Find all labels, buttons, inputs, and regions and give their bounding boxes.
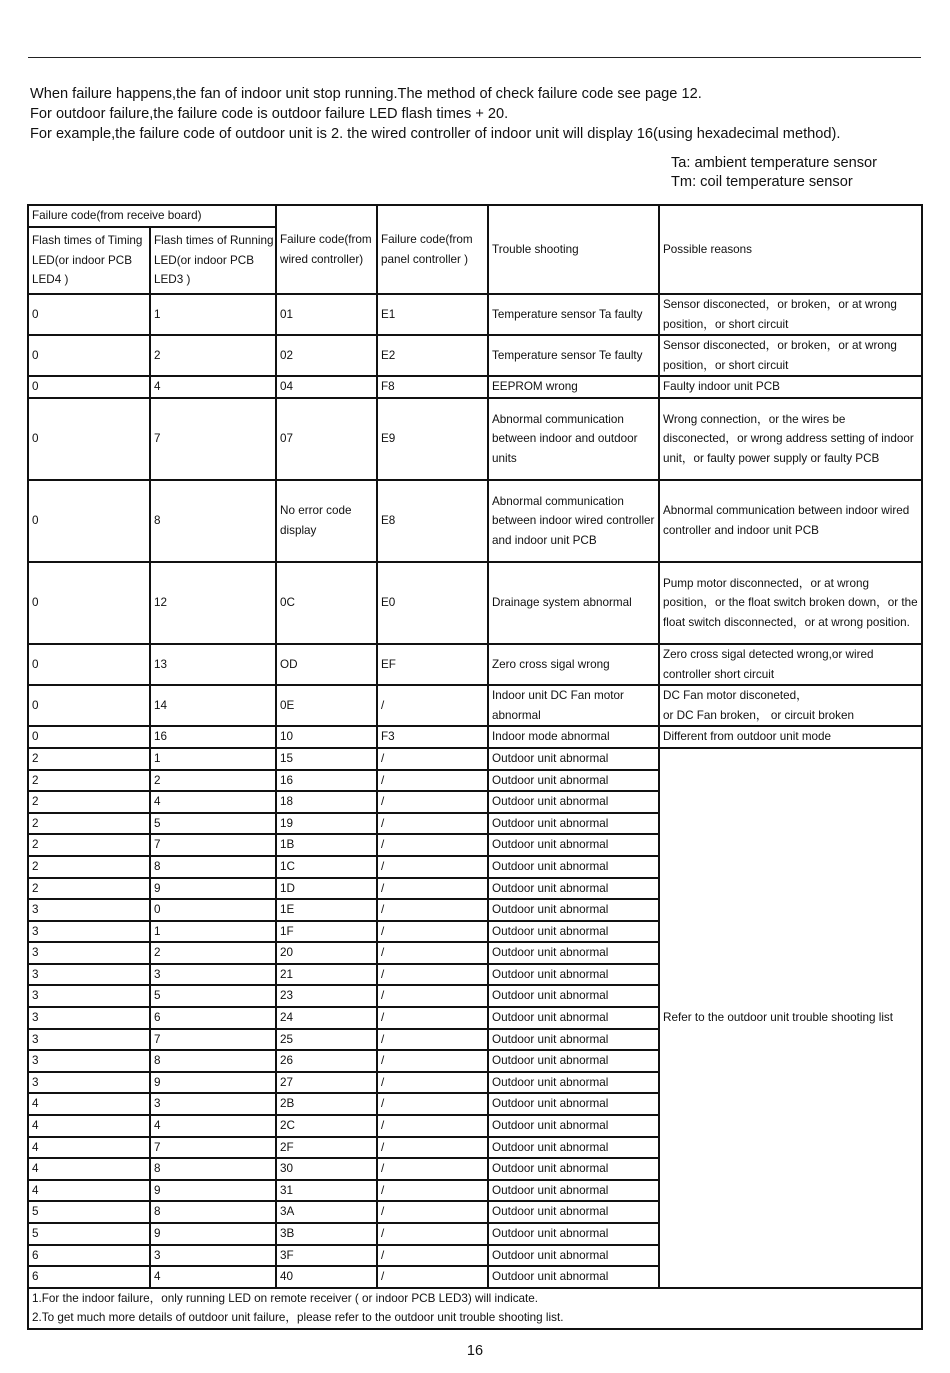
cell-running-led: 7 [150, 834, 276, 856]
cell-trouble: Outdoor unit abnormal [488, 1072, 659, 1094]
cell-panel-code: / [377, 1245, 488, 1267]
table-row [28, 562, 922, 644]
cell-wired-code: 2B [276, 1093, 377, 1115]
cell-panel-code: / [377, 834, 488, 856]
cell-running-led: 9 [150, 1180, 276, 1202]
cell-wired-code: 02 [276, 335, 377, 376]
cell-panel-code: F3 [377, 726, 488, 748]
cell-running-led: 3 [150, 1245, 276, 1267]
cell-timing-led: 3 [28, 899, 150, 921]
cell-running-led: 9 [150, 878, 276, 900]
legend-line: Ta: ambient temperature sensor [671, 155, 878, 171]
cell-trouble: Outdoor unit abnormal [488, 1223, 659, 1245]
cell-panel-code: / [377, 1223, 488, 1245]
cell-reason: Different from outdoor unit mode [659, 726, 922, 748]
cell-panel-code: E2 [377, 335, 488, 376]
cell-panel-code: / [377, 921, 488, 943]
table-row [28, 480, 922, 562]
table-row [28, 644, 922, 685]
cell-panel-code: / [377, 748, 488, 770]
table-row [28, 376, 922, 398]
cell-trouble: Outdoor unit abnormal [488, 899, 659, 921]
cell-running-led: 4 [150, 1115, 276, 1137]
cell-wired-code: 19 [276, 813, 377, 835]
header-possible-reasons: Possible reasons [659, 205, 922, 294]
cell-panel-code: / [377, 1137, 488, 1159]
cell-timing-led: 3 [28, 942, 150, 964]
header-panel-controller: Failure code(from panel controller ) [377, 205, 488, 294]
header-receive-board: Failure code(from receive board) [28, 205, 276, 227]
cell-panel-code: / [377, 791, 488, 813]
cell-running-led: 12 [150, 562, 276, 644]
cell-panel-code: / [377, 1180, 488, 1202]
table-row [28, 294, 922, 335]
cell-wired-code: 25 [276, 1029, 377, 1051]
intro-line: When failure happens,the fan of indoor unit stop running.The method of check failure code see page 12. [30, 86, 702, 102]
cell-timing-led: 2 [28, 770, 150, 792]
cell-running-led: 2 [150, 335, 276, 376]
cell-running-led: 2 [150, 942, 276, 964]
cell-trouble: Outdoor unit abnormal [488, 1093, 659, 1115]
cell-trouble: Outdoor unit abnormal [488, 834, 659, 856]
cell-running-led: 5 [150, 985, 276, 1007]
cell-timing-led: 0 [28, 294, 150, 335]
cell-trouble: Outdoor unit abnormal [488, 770, 659, 792]
cell-timing-led: 6 [28, 1245, 150, 1267]
intro-line: For outdoor failure,the failure code is outdoor failure LED flash times + 20. [30, 106, 509, 122]
cell-running-led: 8 [150, 480, 276, 562]
cell-reason [659, 685, 922, 726]
cell-panel-code: EF [377, 644, 488, 685]
cell-running-led: 13 [150, 644, 276, 685]
cell-trouble: Temperature sensor Ta faulty [488, 294, 659, 335]
cell-panel-code: / [377, 856, 488, 878]
cell-reason: Zero cross sigal detected wrong,or wired controller short circuit [659, 644, 922, 685]
cell-running-led: 16 [150, 726, 276, 748]
cell-wired-code: 40 [276, 1266, 377, 1288]
note-line: 2.To get much more details of outdoor unit failure，please refer to the outdoor unit trouble shooting list. [32, 1311, 564, 1325]
cell-wired-code: 1B [276, 834, 377, 856]
cell-trouble: Outdoor unit abnormal [488, 791, 659, 813]
cell-trouble: Outdoor unit abnormal [488, 856, 659, 878]
cell-reason: Faulty indoor unit PCB [659, 376, 922, 398]
cell-running-led: 3 [150, 964, 276, 986]
cell-wired-code: 23 [276, 985, 377, 1007]
cell-trouble: Outdoor unit abnormal [488, 921, 659, 943]
cell-trouble: Outdoor unit abnormal [488, 1245, 659, 1267]
cell-timing-led: 2 [28, 791, 150, 813]
cell-trouble: Outdoor unit abnormal [488, 1201, 659, 1223]
table-row [28, 398, 922, 480]
cell-wired-code: 10 [276, 726, 377, 748]
cell-trouble: EEPROM wrong [488, 376, 659, 398]
cell-panel-code: / [377, 1050, 488, 1072]
cell-wired-code: 1C [276, 856, 377, 878]
cell-panel-code: / [377, 985, 488, 1007]
cell-trouble: Indoor mode abnormal [488, 726, 659, 748]
cell-wired-code: 2F [276, 1137, 377, 1159]
cell-running-led: 1 [150, 748, 276, 770]
cell-timing-led: 3 [28, 1050, 150, 1072]
cell-trouble: Outdoor unit abnormal [488, 813, 659, 835]
cell-reason: Sensor disconected，or broken，or at wrong position，or short circuit [659, 294, 922, 335]
cell-trouble: Outdoor unit abnormal [488, 1029, 659, 1051]
cell-wired-code: 31 [276, 1180, 377, 1202]
cell-timing-led: 0 [28, 685, 150, 726]
cell-wired-code: 3B [276, 1223, 377, 1245]
cell-panel-code: / [377, 770, 488, 792]
cell-timing-led: 0 [28, 726, 150, 748]
cell-panel-code: / [377, 1115, 488, 1137]
header-wired-controller: Failure code(from wired controller) [276, 205, 377, 294]
cell-panel-code: / [377, 1029, 488, 1051]
cell-panel-code: / [377, 899, 488, 921]
cell-running-led: 7 [150, 398, 276, 480]
cell-panel-code: E8 [377, 480, 488, 562]
cell-timing-led: 6 [28, 1266, 150, 1288]
cell-outdoor-reason: Refer to the outdoor unit trouble shooting list [659, 748, 922, 1288]
cell-wired-code: 04 [276, 376, 377, 398]
cell-panel-code: / [377, 1158, 488, 1180]
cell-panel-code: F8 [377, 376, 488, 398]
cell-timing-led: 0 [28, 335, 150, 376]
cell-timing-led: 5 [28, 1201, 150, 1223]
cell-timing-led: 2 [28, 834, 150, 856]
cell-trouble: Outdoor unit abnormal [488, 964, 659, 986]
cell-running-led: 1 [150, 921, 276, 943]
cell-wired-code: 15 [276, 748, 377, 770]
cell-reason: Pump motor disconnected，or at wrong position，or the float switch broken down，or the float switch disconnected，or at wrong position. [659, 562, 922, 644]
cell-running-led: 7 [150, 1029, 276, 1051]
reason-line: DC Fan motor disconeted， [663, 689, 808, 703]
cell-timing-led: 0 [28, 480, 150, 562]
cell-trouble: Indoor unit DC Fan motor abnormal [488, 685, 659, 726]
cell-timing-led: 3 [28, 964, 150, 986]
cell-running-led: 6 [150, 1007, 276, 1029]
cell-running-led: 7 [150, 1137, 276, 1159]
cell-timing-led: 4 [28, 1158, 150, 1180]
cell-timing-led: 4 [28, 1093, 150, 1115]
cell-timing-led: 4 [28, 1137, 150, 1159]
cell-trouble: Outdoor unit abnormal [488, 1115, 659, 1137]
cell-running-led: 0 [150, 899, 276, 921]
cell-wired-code: 1E [276, 899, 377, 921]
cell-trouble: Outdoor unit abnormal [488, 985, 659, 1007]
cell-trouble: Zero cross sigal wrong [488, 644, 659, 685]
cell-wired-code: 07 [276, 398, 377, 480]
cell-trouble: Outdoor unit abnormal [488, 1137, 659, 1159]
cell-trouble: Temperature sensor Te faulty [488, 335, 659, 376]
cell-panel-code: / [377, 1093, 488, 1115]
cell-panel-code: / [377, 1201, 488, 1223]
cell-timing-led: 0 [28, 398, 150, 480]
cell-timing-led: 3 [28, 1072, 150, 1094]
cell-timing-led: 4 [28, 1115, 150, 1137]
cell-timing-led: 2 [28, 856, 150, 878]
cell-panel-code: / [377, 942, 488, 964]
cell-panel-code: / [377, 1072, 488, 1094]
cell-trouble: Outdoor unit abnormal [488, 1050, 659, 1072]
header-running-led: Flash times of Running LED(or indoor PCB LED3 ) [150, 227, 276, 294]
cell-trouble: Outdoor unit abnormal [488, 942, 659, 964]
legend-line: Tm: coil temperature sensor [671, 174, 853, 190]
cell-trouble: Outdoor unit abnormal [488, 1007, 659, 1029]
table-row [28, 748, 922, 770]
cell-trouble: Outdoor unit abnormal [488, 1266, 659, 1288]
cell-wired-code: 18 [276, 791, 377, 813]
cell-wired-code: 3A [276, 1201, 377, 1223]
failure-code-table [27, 204, 923, 1330]
cell-running-led: 4 [150, 791, 276, 813]
cell-timing-led: 0 [28, 644, 150, 685]
cell-running-led: 8 [150, 856, 276, 878]
table-row [28, 335, 922, 376]
cell-wired-code: 24 [276, 1007, 377, 1029]
cell-panel-code: / [377, 813, 488, 835]
cell-panel-code: E1 [377, 294, 488, 335]
cell-panel-code: E9 [377, 398, 488, 480]
cell-trouble: Outdoor unit abnormal [488, 1158, 659, 1180]
cell-wired-code: 3F [276, 1245, 377, 1267]
cell-running-led: 4 [150, 1266, 276, 1288]
cell-panel-code: / [377, 685, 488, 726]
notes-row [28, 1288, 922, 1329]
cell-trouble: Outdoor unit abnormal [488, 748, 659, 770]
cell-wired-code: 20 [276, 942, 377, 964]
cell-running-led: 8 [150, 1050, 276, 1072]
cell-running-led: 4 [150, 376, 276, 398]
cell-running-led: 5 [150, 813, 276, 835]
cell-wired-code: No error code display [276, 480, 377, 562]
cell-running-led: 2 [150, 770, 276, 792]
cell-timing-led: 2 [28, 748, 150, 770]
cell-reason: Abnormal communication between indoor wired controller and indoor unit PCB [659, 480, 922, 562]
cell-running-led: 8 [150, 1201, 276, 1223]
cell-trouble: Abnormal communication between indoor wired controller and indoor unit PCB [488, 480, 659, 562]
intro-text [30, 84, 925, 144]
cell-timing-led: 0 [28, 562, 150, 644]
cell-timing-led: 0 [28, 376, 150, 398]
cell-wired-code: 2C [276, 1115, 377, 1137]
top-rule [28, 57, 921, 58]
cell-panel-code: / [377, 964, 488, 986]
cell-running-led: 1 [150, 294, 276, 335]
cell-running-led: 3 [150, 1093, 276, 1115]
cell-wired-code: 01 [276, 294, 377, 335]
cell-running-led: 9 [150, 1072, 276, 1094]
cell-reason: Wrong connection，or the wires be disconected，or wrong address setting of indoor unit，or faulty power supply or faulty PCB [659, 398, 922, 480]
reason-line: or DC Fan broken， or circuit broken [663, 708, 854, 722]
cell-timing-led: 3 [28, 985, 150, 1007]
cell-wired-code: 27 [276, 1072, 377, 1094]
cell-reason: Sensor disconected，or broken，or at wrong position，or short circuit [659, 335, 922, 376]
cell-timing-led: 3 [28, 1007, 150, 1029]
cell-running-led: 9 [150, 1223, 276, 1245]
cell-running-led: 8 [150, 1158, 276, 1180]
header-timing-led: Flash times of Timing LED(or indoor PCB LED4 ) [28, 227, 150, 294]
sensor-legend [671, 154, 877, 192]
cell-wired-code: 16 [276, 770, 377, 792]
cell-running-led: 14 [150, 685, 276, 726]
cell-timing-led: 3 [28, 1029, 150, 1051]
cell-wired-code: 30 [276, 1158, 377, 1180]
cell-timing-led: 5 [28, 1223, 150, 1245]
note-line: 1.For the indoor failure，only running LED on remote receiver ( or indoor PCB LED3) will indicate. [32, 1291, 539, 1305]
cell-wired-code: 0C [276, 562, 377, 644]
cell-wired-code: 21 [276, 964, 377, 986]
cell-panel-code: / [377, 1266, 488, 1288]
cell-trouble: Outdoor unit abnormal [488, 878, 659, 900]
intro-line: For example,the failure code of outdoor unit is 2. the wired controller of indoor unit will display 16(using hexadecimal method). [30, 126, 841, 142]
cell-wired-code: 26 [276, 1050, 377, 1072]
page-number: 16 [466, 1343, 484, 1359]
notes-cell [28, 1288, 922, 1329]
table-row [28, 685, 922, 726]
cell-timing-led: 4 [28, 1180, 150, 1202]
cell-panel-code: E0 [377, 562, 488, 644]
cell-timing-led: 2 [28, 813, 150, 835]
cell-trouble: Outdoor unit abnormal [488, 1180, 659, 1202]
cell-timing-led: 2 [28, 878, 150, 900]
cell-trouble: Drainage system abnormal [488, 562, 659, 644]
cell-trouble: Abnormal communication between indoor and outdoor units [488, 398, 659, 480]
table-row [28, 726, 922, 748]
cell-wired-code: OD [276, 644, 377, 685]
header-trouble-shooting: Trouble shooting [488, 205, 659, 294]
cell-wired-code: 1D [276, 878, 377, 900]
cell-panel-code: / [377, 878, 488, 900]
cell-wired-code: 0E [276, 685, 377, 726]
cell-wired-code: 1F [276, 921, 377, 943]
cell-timing-led: 3 [28, 921, 150, 943]
cell-panel-code: / [377, 1007, 488, 1029]
